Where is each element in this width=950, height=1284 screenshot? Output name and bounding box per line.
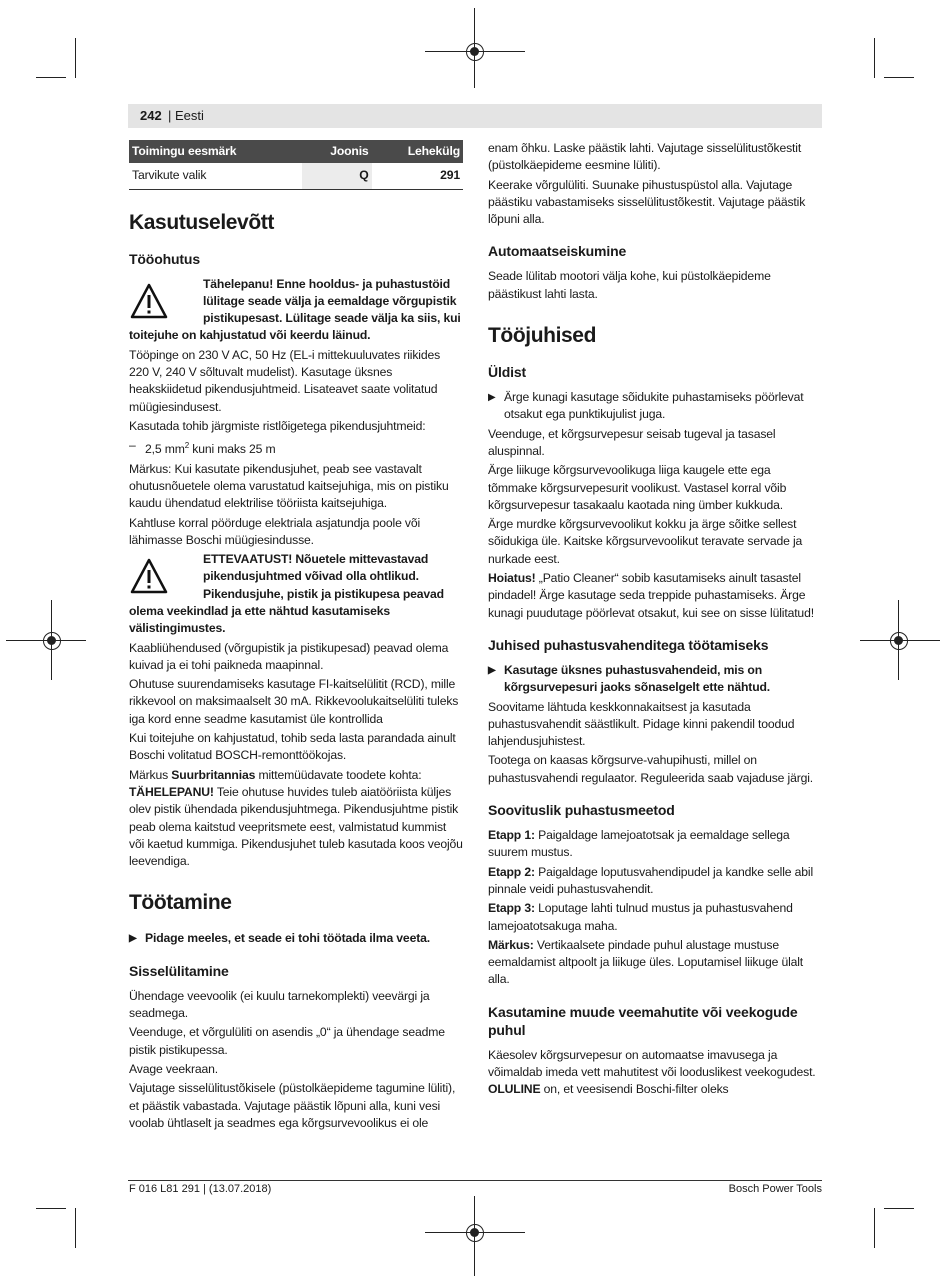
paragraph: Hoiatus! „Patio Cleaner“ sobib kasutamiseks ainult tasastel pindadel! Ärge kasutage seda treppide puhastamiseks. Ärge kunagi puudutage pöörlevat otsakut, kui see on sisse lülitatud! xyxy=(488,571,814,620)
table-header: Toimingu eesmärk xyxy=(129,140,302,163)
paragraph: Kahtluse korral pöörduge elektriala asjatundja poole või lähimasse Boschi müügiesindusse. xyxy=(129,515,421,547)
reference-table xyxy=(129,140,463,190)
bullet-arrow-icon: ▶ xyxy=(129,933,137,945)
bullet-arrow-icon: ▶ xyxy=(488,392,496,404)
dash-mark: – xyxy=(129,438,136,453)
paragraph: Veenduge, et kõrgsurvepesur seisab tugeval ja tasasel aluspinnal. xyxy=(488,426,776,458)
paragraph: Kui toitejuhe on kahjustatud, tohib seda lasta parandada ainult Boschi volitatud BOSCH-remonttöökojas. xyxy=(129,731,456,763)
paragraph: Avage veekraan. xyxy=(129,1061,218,1076)
paragraph: Märkus Suurbritannias mittemüüdavate toodete kohta: TÄHELEPANU! Teie ohutuse huvides tuleb aiatööriista küljes olev pistik ühendada pikendusjuhtmega. Pikendusjuhtme pistik peab olema kaitstud veepritsmete eest, valmistatud kummist või kaetud kummiga. Pikendusjuhet tuleb kasutada koos veojõu leevendiga. xyxy=(129,767,463,869)
table-header-row xyxy=(129,140,463,163)
bullet-arrow-icon: ▶ xyxy=(488,664,496,676)
paragraph: Ühendage veevoolik (ei kuulu tarnekomplekti) veevärgi ja seadmega. xyxy=(129,988,430,1021)
warning-block xyxy=(129,551,463,637)
subsection-heading: Soovituslik puhastusmeetod xyxy=(488,802,675,819)
page-header xyxy=(128,104,822,128)
paragraph: Kasutada tohib järgmiste ristlõigetega pikendusjuhtmeid: xyxy=(129,418,426,433)
table-cell: Q xyxy=(302,163,372,189)
paragraph: Ärge murdke kõrgsurvevoolikut kokku ja ärge sõitke sellest sõidukiga üle. Kaitske kõrgsurvevoolikut teravate servade ja nurkade eest. xyxy=(488,517,803,566)
table-header: Joonis xyxy=(302,140,372,163)
paragraph: Ohutuse suurendamiseks kasutage FI-kaitselülitit (RCD), mille rikkevool on maksimaalselt 30 mA. Rikkevoolukaitselüliti tuleks iga kord enne seadme kasutamist üle kontrollida xyxy=(129,677,459,726)
table-cell: 291 xyxy=(372,163,463,189)
crop-mark xyxy=(874,38,875,78)
bullet-item: ▶ Pidage meeles, et seade ei tohi töötada ilma veeta. xyxy=(129,930,463,947)
right-column xyxy=(488,140,822,1101)
crop-mark xyxy=(36,77,66,78)
paragraph: Vajutage sisselülitustõkisele (püstolkäepideme tagumine lüliti), et päästik vabastada. Vajutage päästik lõpuni alla, kuni vesi voolab ühtlaselt ja seadmes ega kõrgsurvevoolikus ei ole xyxy=(129,1081,456,1130)
subsection-heading: Sisselülitamine xyxy=(129,962,229,979)
header-language: Eesti xyxy=(175,108,204,123)
dash-item: – 2,5 $mm^2$ kuni maks 25 m xyxy=(129,438,276,457)
paragraph: enam õhku. Laske päästik lahti. Vajutage sisselülitustõkestit (püstolkäepideme eesmine lüliti). xyxy=(488,141,802,173)
crop-mark xyxy=(874,1208,875,1248)
registration-mark-icon xyxy=(890,632,908,650)
registration-mark-icon xyxy=(466,1224,484,1242)
section-heading: Kasutuselevõtt xyxy=(129,210,274,234)
paragraph: Kaabliühendused (võrgupistik ja pistikupesad) peavad olema kuivad ja ei tohi paikneda maapinnal. xyxy=(129,640,449,672)
subsection-heading: Üldist xyxy=(488,364,526,381)
table-cell: Tarvikute valik xyxy=(129,163,302,189)
subsection-heading: Juhised puhastusvahenditega töötamiseks xyxy=(488,636,769,653)
paragraph: Märkus: Vertikaalsete pindade puhul alustage mustuse eemaldamist altpoolt ja liikuge üles. Loputamisel liikuge ülalt alla. xyxy=(488,937,804,987)
crop-mark xyxy=(36,1208,66,1209)
warning-triangle-icon xyxy=(129,557,169,597)
crop-mark xyxy=(884,77,914,78)
paragraph: Etapp 2: Paigaldage loputusvahendipudel ja kandke selle abil pinnale veidi puhastusvahendit. xyxy=(488,864,814,896)
table-row xyxy=(129,163,463,189)
crop-mark xyxy=(75,1208,76,1248)
footer-brand: Bosch Power Tools xyxy=(728,1183,822,1195)
paragraph: Etapp 3: Loputage lahti tulnud mustus ja puhastusvahend lamejoatotsakuga maha. xyxy=(488,901,793,933)
paragraph: Seade lülitab mootori välja kohe, kui püstolkäepideme päästikust lahti lasta. xyxy=(488,269,771,301)
paragraph: Keerake võrgulüliti. Suunake pihustuspüstol alla. Vajutage päästiku vabastamiseks sisselülitustõkestit. Vajutage päästik lõpuni alla. xyxy=(488,177,806,227)
footer-divider xyxy=(128,1180,822,1181)
crop-mark xyxy=(884,1208,914,1209)
warning-block xyxy=(129,276,463,345)
paragraph: Ärge liikuge kõrgsurvevoolikuga liiga kaugele ette ega tõmmake kõrgsurvepesurit voolikust. Vastasel korral võib kõrgsurvepesur tasakaalu kaotada ning ümber kukkuda. xyxy=(488,463,787,512)
bullet-item: ▶ Ärge kunagi kasutage sõidukite puhastamiseks pöörlevat otsakut ega punktikujulist juga. xyxy=(488,390,804,422)
bullet-item: ▶ Kasutage üksnes puhastusvahendeid, mis on kõrgsurvepesuri jaoks sõnaselgelt ette nähtud. xyxy=(488,662,771,695)
paragraph: Veenduge, et võrgulüliti on asendis „0“ ja ühendage seadme pistik pistikupessa. xyxy=(129,1025,445,1057)
left-column xyxy=(129,140,463,1134)
warning-text: ETTEVAATUST! Nõuetele mittevastavad pikendusjuhtmed võivad olla ohtlikud. Pikendusjuhe, pistik ja pistikupesa peavad olema veekindlad ja ette nähtud kasutamiseks välistingimustes. xyxy=(129,552,444,636)
subsection-heading: Kasutamine muude veemahutite või veekogude puhul xyxy=(488,1003,798,1038)
paragraph: Etapp 1: Paigaldage lamejoatotsak ja eemaldage sellega suurem mustus. xyxy=(488,828,790,860)
page-number: 242 xyxy=(140,108,162,123)
subsection-heading: Automaatseiskumine xyxy=(488,243,627,260)
registration-mark-icon xyxy=(43,632,61,650)
paragraph: Tootega on kaasas kõrgsurve-vahupihusti, millel on puhastusvahendi regulaator. Reguleerida saab vajaduse järgi. xyxy=(488,753,814,785)
section-heading: Tööjuhised xyxy=(488,324,596,348)
warning-text: Tähelepanu! Enne hooldus- ja puhastustöid lülitage seade välja ja eemaldage võrgupistik pistikupesast. Lülitage seade välja ka siis, kui toitejuhe on kahjustatud või keerdu läinud. xyxy=(129,276,461,343)
subsection-heading: Tööohutus xyxy=(129,250,200,267)
paragraph: Tööpinge on 230 V AC, 50 Hz (EL-i mittekuuluvates riikides 220 V, 240 V sõltuvalt mudelist). Kasutage üksnes heakskiidetud pikendusjuhtmeid. Lisateavet saate volitatud müügiesindusest. xyxy=(129,347,441,414)
paragraph: Käesolev kõrgsurvepesur on automaatse imavusega ja võimaldab imeda vett mahutitest või looduslikest veekogudest. OLULINE on, et veesisendi Boschi-filter oleks xyxy=(488,1047,816,1097)
paragraph: Soovitame lähtuda keskkonnakaitsest ja kasutada puhastusvahendit säästlikult. Pidage kinni pakendil toodud lahjendusjuhistest. xyxy=(488,699,795,749)
warning-triangle-icon xyxy=(129,282,169,322)
section-heading: Töötamine xyxy=(129,891,232,915)
footer-document-code: F 016 L81 291 | (13.07.2018) xyxy=(129,1183,272,1195)
registration-mark-icon xyxy=(466,43,484,61)
header-separator: | xyxy=(168,108,172,123)
paragraph: Märkus: Kui kasutate pikendusjuhet, peab see vastavalt ohutusnõuetele olema varustatud kaitsejuhiga, mis on pistiku kaudu ühendatud elektrilise tööriista kaitsejuhiga. xyxy=(129,461,449,511)
crop-mark xyxy=(75,38,76,78)
table-header: Lehekülg xyxy=(372,140,463,163)
